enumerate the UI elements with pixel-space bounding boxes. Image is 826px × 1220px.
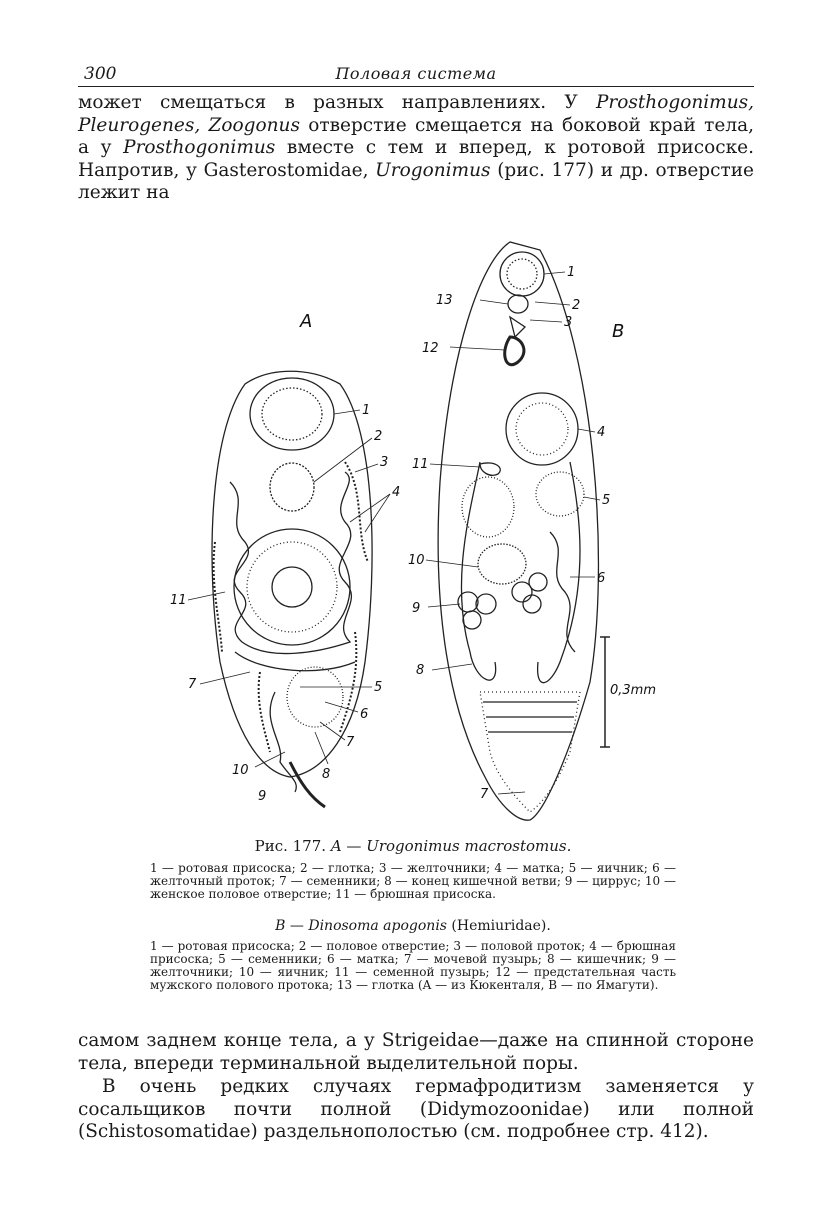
pharynx-b [508, 295, 528, 313]
paragraph-continuation: самом заднем конце тела, а у Strigeidae—даже на спинной стороне тела, впереди терминальной выделительной поры. [78, 1030, 754, 1074]
scale-label: 0,3mm [610, 683, 657, 698]
label-a-6: 6 [360, 707, 369, 722]
running-title: Половая система [335, 64, 497, 83]
para1-text-1: может смещаться в разных направлениях. У [78, 92, 596, 113]
paragraph-hermaphroditism: В очень редких случаях гермафродитизм заменяется у сосальщиков почти полной (Didymozoonidae) или полной (Schistosomatidae) раздельнополостью (см. подробнее стр. 412). [78, 1076, 754, 1142]
panel-label-a: A [300, 311, 313, 332]
label-a-11: 11 [170, 593, 187, 608]
para1-genera: Prosthogonimus, Pleurogenes, Zoogonus [78, 92, 754, 136]
pharynx-a [270, 463, 314, 511]
para1-text-3: вместе с тем и вперед, к ротовой присоске. Напротив, у Gasterostomidae, [78, 137, 754, 181]
label-b-2: 2 [572, 298, 581, 313]
label-b-4: 4 [597, 425, 606, 440]
label-a-4: 4 [392, 485, 401, 500]
scale-bar [600, 637, 610, 747]
body-outline-b [438, 242, 598, 820]
ovary-b [478, 544, 526, 584]
label-b-7: 7 [480, 787, 489, 802]
prostatic-part-b [505, 337, 524, 365]
label-b-8: 8 [416, 663, 425, 678]
label-b-11: 11 [412, 457, 429, 472]
trematode-illustration [150, 232, 690, 822]
para1-genus-urogonimus: Urogonimus [375, 159, 491, 181]
page-header [78, 60, 754, 87]
labels-panel-b [408, 265, 656, 802]
intestine-b [461, 462, 495, 680]
label-a-5: 5 [374, 680, 383, 695]
page-number: 300 [84, 64, 117, 84]
testis-a [287, 667, 343, 727]
label-a-3: 3 [380, 455, 389, 470]
label-b-5: 5 [602, 493, 611, 508]
label-b-12: 12 [422, 341, 439, 356]
ventral-sucker-b [506, 393, 578, 465]
para1-text-2: отверстие смещается на боковой край тела, а у [78, 114, 754, 158]
caption-legend-b: 1 — ротовая присоска; 2 — половое отверстие; 3 — половой проток; 4 — брюшная присоска; 5 — семенники; 6 — матка; 7 — мочевой пузырь; 8 — кишечник; 9 — желточники; 10 — яичник; 11 — семенной пузырь; 12 — предстательная часть мужского полового протока; 13 — глотка (A — из Кюкенталя, B — по Ямагути). [150, 939, 676, 992]
uterus-a [230, 472, 351, 654]
label-b-13: 13 [436, 293, 453, 308]
label-b-3: 3 [564, 315, 573, 330]
testis-b-2 [536, 472, 584, 516]
paragraph-top [78, 92, 754, 205]
label-b-10: 10 [408, 553, 425, 568]
label-a-1: 1 [362, 403, 371, 418]
label-b-9: 9 [412, 601, 421, 616]
label-a-8: 8 [322, 767, 331, 782]
caption-legend-a: 1 — ротовая присоска; 2 — глотка; 3 — желточники; 4 — матка; 5 — яичник; 6 — желточный проток; 7 — семенники; 8 — конец кишечной ветви; 9 — циррус; 10 — женское половое отверстие; 11 — брюшная присоска. [150, 861, 676, 901]
testis-b-1 [462, 477, 514, 537]
label-a-7-left: 7 [188, 677, 197, 692]
para1-text-4: (рис. 177) и др. отверстие лежит на [78, 159, 754, 203]
figure-177 [150, 232, 690, 822]
cirrus-a [290, 762, 325, 807]
panel-label-b: B [612, 321, 625, 342]
para1-genus-prosthogonimus: Prosthogonimus [123, 137, 276, 158]
label-a-9: 9 [258, 789, 267, 804]
vitellaria-b [458, 573, 547, 629]
label-a-2: 2 [374, 429, 383, 444]
figure-caption-title: Рис. 177. A — Urogonimus macrostomus. [254, 837, 572, 855]
label-a-7-right: 7 [346, 735, 355, 750]
label-b-6: 6 [597, 571, 606, 586]
label-b-1: 1 [567, 265, 576, 280]
label-a-10: 10 [232, 763, 249, 778]
uterus-b [550, 532, 575, 652]
seminal-vesicle-b [480, 463, 500, 475]
caption-title-b: B — Dinosoma apogonis (Hemiuridae). [275, 918, 551, 934]
ventral-sucker-a [234, 529, 350, 645]
